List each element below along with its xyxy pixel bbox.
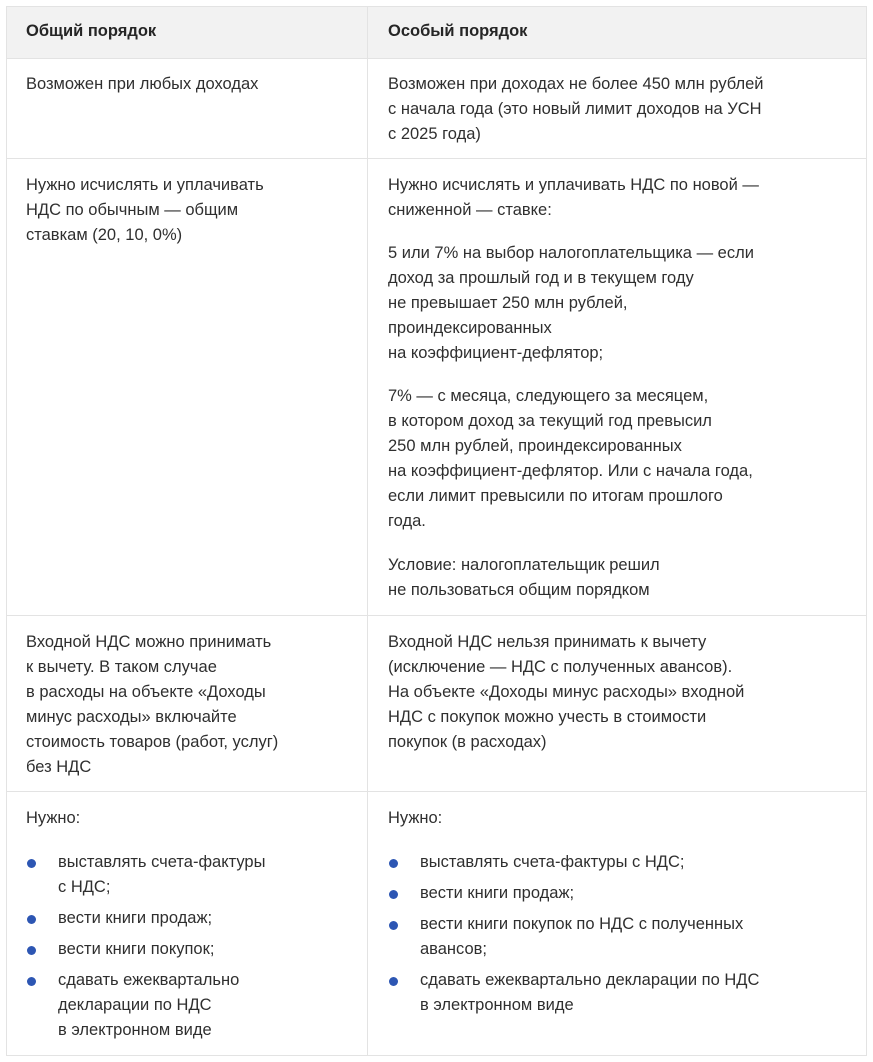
row2-general-cell (7, 159, 368, 615)
row2-general-text: Нужно исчислять и уплачивать НДС по обычным — общим ставкам (20, 10, 0%) (26, 176, 264, 244)
list-item (388, 912, 858, 962)
list-item-text: вести книги продаж; (420, 884, 575, 902)
list-item-text: вести книги продаж; (58, 909, 213, 927)
list-item-text: сдавать ежеквартально декларации по НДС в электронном виде (420, 971, 760, 1014)
list-item (26, 850, 346, 900)
list-item (388, 968, 858, 1018)
bullet-icon (389, 859, 398, 868)
list-item (388, 850, 858, 875)
bullet-icon (27, 915, 36, 924)
row3-special-text: Входной НДС нельзя принимать к вычету (исключение — НДС с полученных авансов). На объекте «Доходы минус расходы» входной НДС с покупок можно учесть в стоимости покупок (в расходах) (388, 633, 745, 751)
row1-special-cell (368, 59, 866, 158)
list-item (388, 881, 858, 906)
list-item-text: выставлять счета-фактуры с НДС; (58, 853, 266, 896)
bullet-icon (389, 921, 398, 930)
list-item (26, 906, 346, 931)
row4-special-list (388, 850, 858, 1024)
table-row (7, 792, 866, 1055)
list-item (26, 937, 346, 962)
table-row (7, 59, 866, 158)
table-row (7, 616, 866, 791)
header-cell-general (7, 7, 368, 58)
bullet-icon (27, 859, 36, 868)
bullet-icon (27, 946, 36, 955)
row4-general-cell (7, 792, 368, 1055)
row4-general-list (26, 850, 346, 1049)
list-item (26, 968, 346, 1043)
row4-special-cell (368, 792, 866, 1055)
row3-special-cell (368, 616, 866, 791)
row1-general-cell (7, 59, 368, 158)
list-item-text: вести книги покупок; (58, 940, 215, 958)
comparison-table (6, 6, 867, 1056)
table-row (7, 159, 866, 615)
bullet-icon (389, 977, 398, 986)
row2-special-p4: Условие: налогоплательщик решил не пользоваться общим порядком (388, 556, 660, 599)
table-header-row (7, 7, 866, 58)
list-item-text: вести книги покупок по НДС с полученных авансов; (420, 915, 744, 958)
row3-general-cell (7, 616, 368, 791)
list-item-text: сдавать ежеквартально декларации по НДС в электронном виде (58, 971, 240, 1039)
row1-general-text: Возможен при любых доходах (26, 75, 259, 93)
header-special: Особый порядок (388, 22, 528, 40)
row4-special-intro: Нужно: (388, 809, 443, 827)
row2-special-p3: 7% — с месяца, следующего за месяцем, в котором доход за текущий год превысил 250 млн рублей, проиндексированных на коэффициент-дефлятор. Или с начала года, если лимит превысили по итогам прошлого года. (388, 387, 753, 530)
row2-special-p2: 5 или 7% на выбор налогоплательщика — если доход за прошлый год и в текущем году не превышает 250 млн рублей, проиндексированных на коэффициент-дефлятор; (388, 244, 754, 362)
row2-special-cell (368, 159, 866, 615)
row2-special-p1: Нужно исчислять и уплачивать НДС по новой — сниженной — ставке: (388, 176, 759, 219)
row1-special-text: Возможен при доходах не более 450 млн рублей с начала года (это новый лимит доходов на УСН с 2025 года) (388, 75, 764, 143)
row4-general-intro: Нужно: (26, 809, 81, 827)
row3-general-text: Входной НДС можно принимать к вычету. В таком случае в расходы на объекте «Доходы минус расходы» включайте стоимость товаров (работ, услуг) без НДС (26, 633, 279, 776)
bullet-icon (389, 890, 398, 899)
header-cell-special (368, 7, 866, 58)
header-general: Общий порядок (26, 22, 157, 40)
bullet-icon (27, 977, 36, 986)
list-item-text: выставлять счета-фактуры с НДС; (420, 853, 685, 871)
